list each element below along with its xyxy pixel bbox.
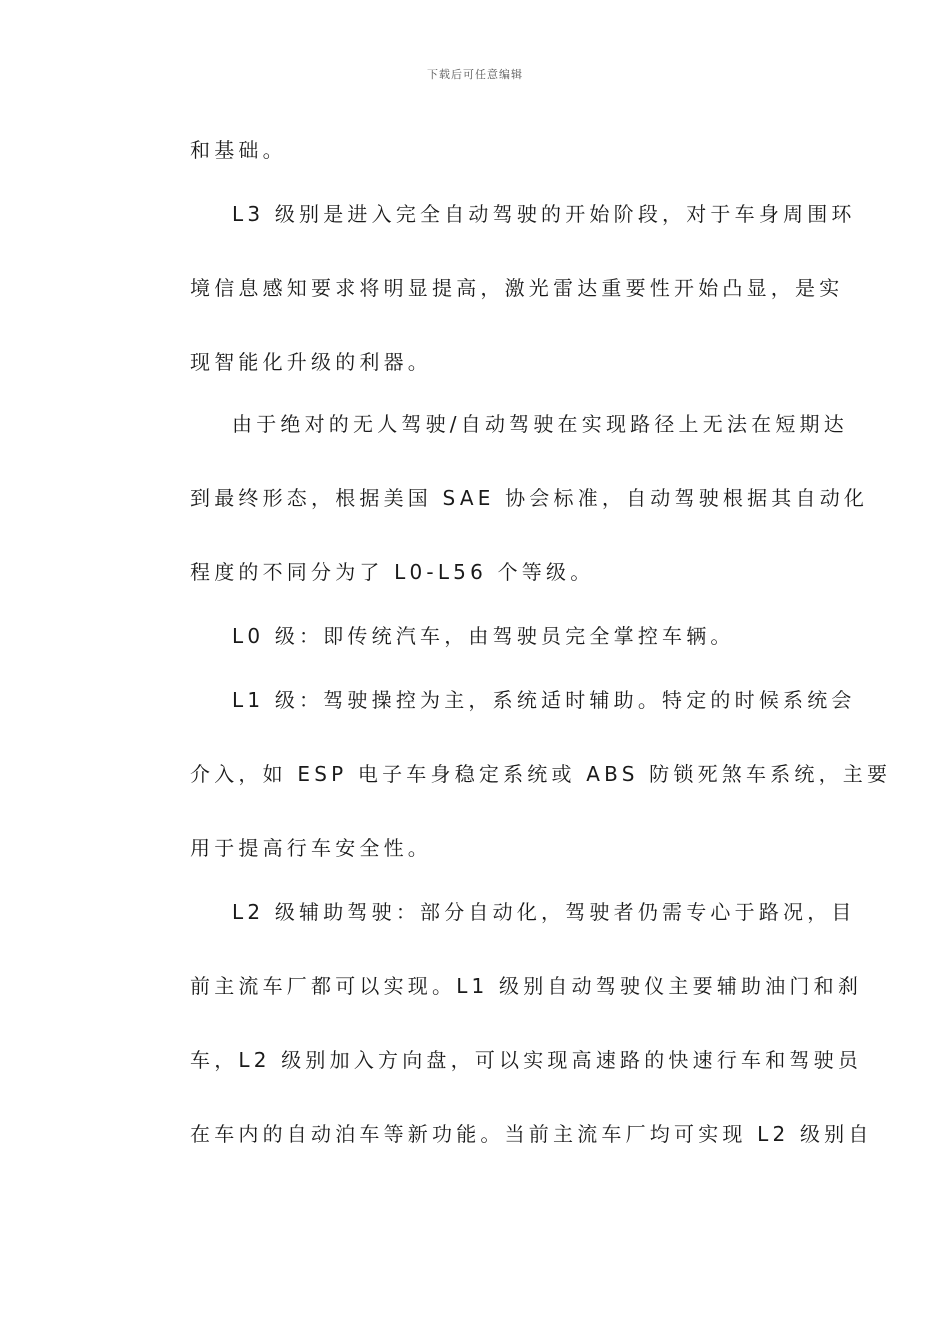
text-line: L2 级辅助驾驶：部分自动化，驾驶者仍需专心于路况，目: [232, 900, 856, 924]
text-line: 到最终形态，根据美国 SAE 协会标准，自动驾驶根据其自动化: [190, 486, 869, 510]
text-line: 在车内的自动泊车等新功能。当前主流车厂均可实现 L2 级别自: [190, 1122, 873, 1146]
text-line: L3 级别是进入完全自动驾驶的开始阶段，对于车身周围环: [232, 202, 856, 226]
text-line: 境信息感知要求将明显提高，激光雷达重要性开始凸显，是实: [190, 276, 844, 300]
text-line: 介入，如 ESP 电子车身稳定系统或 ABS 防锁死煞车系统，主要: [190, 762, 892, 786]
text-line: 车，L2 级别加入方向盘，可以实现高速路的快速行车和驾驶员: [190, 1048, 863, 1072]
text-line: 现智能化升级的利器。: [190, 350, 432, 374]
text-line: L1 级：驾驶操控为主，系统适时辅助。特定的时候系统会: [232, 688, 856, 712]
text-line: 用于提高行车安全性。: [190, 836, 432, 860]
text-line: 和基础。: [190, 138, 287, 162]
text-line: L0 级：即传统汽车，由驾驶员完全掌控车辆。: [232, 624, 735, 648]
text-line: 程度的不同分为了 L0-L56 个等级。: [190, 560, 595, 584]
text-line: 前主流车厂都可以实现。L1 级别自动驾驶仪主要辅助油门和刹: [190, 974, 863, 998]
text-line: 由于绝对的无人驾驶/自动驾驶在实现路径上无法在短期达: [232, 412, 848, 436]
page-header: 下载后可任意编辑: [427, 68, 523, 81]
